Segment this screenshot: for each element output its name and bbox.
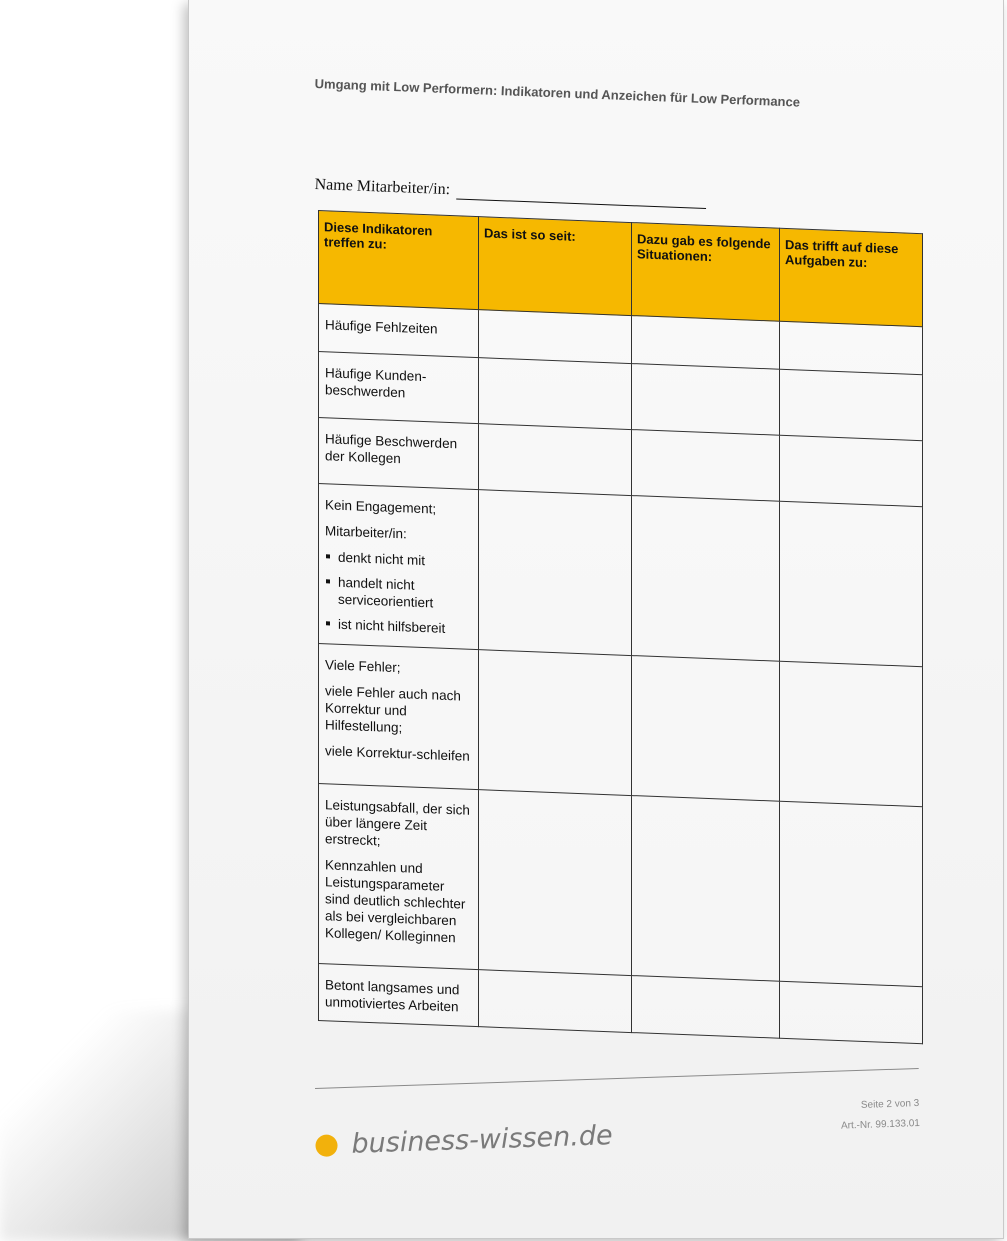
indicator-bullet-item: denkt nicht mit	[325, 548, 472, 571]
indicator-table	[318, 210, 923, 1044]
indicator-bullet-item: handelt nicht serviceorientiert	[325, 573, 472, 613]
tasks-cell[interactable]	[780, 661, 923, 806]
tasks-cell[interactable]	[780, 801, 923, 986]
article-number: Art.-Nr. 99.133.01	[840, 1117, 921, 1132]
indicator-text: Kennzahlen und Leistungsparameter sind deutlich schlechter als bei vergleichbaren Kollegen/ Kolleginnen	[325, 857, 466, 946]
indicator-text: Häufige Fehlzeiten	[325, 317, 438, 337]
indicator-text: Leistungsabfall, der sich über längere Zeit erstreckt;	[325, 797, 470, 849]
header-since: Das ist so seit:	[479, 217, 632, 316]
since-cell[interactable]	[479, 424, 632, 496]
indicator-cell	[319, 644, 479, 790]
employee-name-label: Name Mitarbeiter/in:	[314, 176, 451, 199]
situations-cell[interactable]	[632, 430, 780, 502]
indicator-text: viele Korrektur-schleifen	[325, 743, 470, 764]
situations-cell[interactable]	[632, 316, 780, 370]
since-cell[interactable]	[479, 358, 632, 430]
header-tasks: Das trifft auf diese Aufgaben zu:	[780, 228, 923, 326]
indicator-bullet-item: ist nicht hilfsbereit	[325, 615, 472, 638]
situations-cell[interactable]	[632, 796, 780, 982]
indicator-text: Mitarbeiter/in:	[325, 523, 407, 542]
indicator-text: Häufige Beschwerden der Kollegen	[325, 431, 458, 467]
logo-dot-icon	[315, 1134, 338, 1157]
tasks-cell[interactable]	[780, 501, 923, 666]
situations-cell[interactable]	[632, 496, 780, 662]
situations-cell[interactable]	[632, 364, 780, 436]
situations-cell[interactable]	[632, 976, 780, 1039]
indicator-text: Kein Engagement;	[325, 497, 437, 517]
indicator-text: Betont langsames und unmotiviertes Arbeiten	[325, 977, 460, 1015]
brand-logo	[315, 1120, 613, 1161]
employee-name-field	[314, 176, 706, 209]
employee-name-blank-line	[456, 184, 706, 209]
brand-name: business-wissen.de	[350, 1120, 614, 1160]
page-number: Seite 2 von 3	[860, 1097, 920, 1111]
tasks-cell[interactable]	[780, 981, 923, 1043]
since-cell[interactable]	[479, 490, 632, 656]
table-row	[319, 784, 923, 987]
since-cell[interactable]	[479, 650, 632, 796]
tasks-cell[interactable]	[780, 369, 923, 440]
indicator-cell	[319, 784, 479, 970]
indicator-text: viele Fehler auch nach Korrektur und Hilfestellung;	[325, 683, 461, 736]
indicator-bullet-list	[325, 548, 472, 638]
header-situations: Dazu gab es folgende Situationen:	[632, 223, 780, 322]
since-cell[interactable]	[479, 790, 632, 976]
since-cell[interactable]	[479, 310, 632, 364]
indicator-cell	[319, 964, 479, 1027]
tasks-cell[interactable]	[780, 321, 923, 374]
tasks-cell[interactable]	[780, 435, 923, 506]
indicator-table-wrapper	[318, 210, 922, 1044]
indicator-cell	[319, 418, 479, 490]
table-row	[319, 484, 923, 667]
header-indicators: Diese Indikatoren treffen zu:	[319, 211, 479, 310]
since-cell[interactable]	[479, 970, 632, 1033]
indicator-cell	[319, 304, 479, 358]
indicator-cell	[319, 352, 479, 424]
footer-divider	[315, 1068, 919, 1089]
indicator-cell	[319, 484, 479, 650]
table-row	[319, 644, 923, 807]
situations-cell[interactable]	[632, 656, 780, 802]
footer-info	[840, 1094, 920, 1137]
document-title: Umgang mit Low Performern: Indikatoren und Anzeichen für Low Performance	[314, 76, 801, 110]
document-page	[188, 0, 1004, 1239]
indicator-text: Häufige Kunden-beschwerden	[325, 365, 427, 401]
indicator-text: Viele Fehler;	[325, 657, 401, 676]
